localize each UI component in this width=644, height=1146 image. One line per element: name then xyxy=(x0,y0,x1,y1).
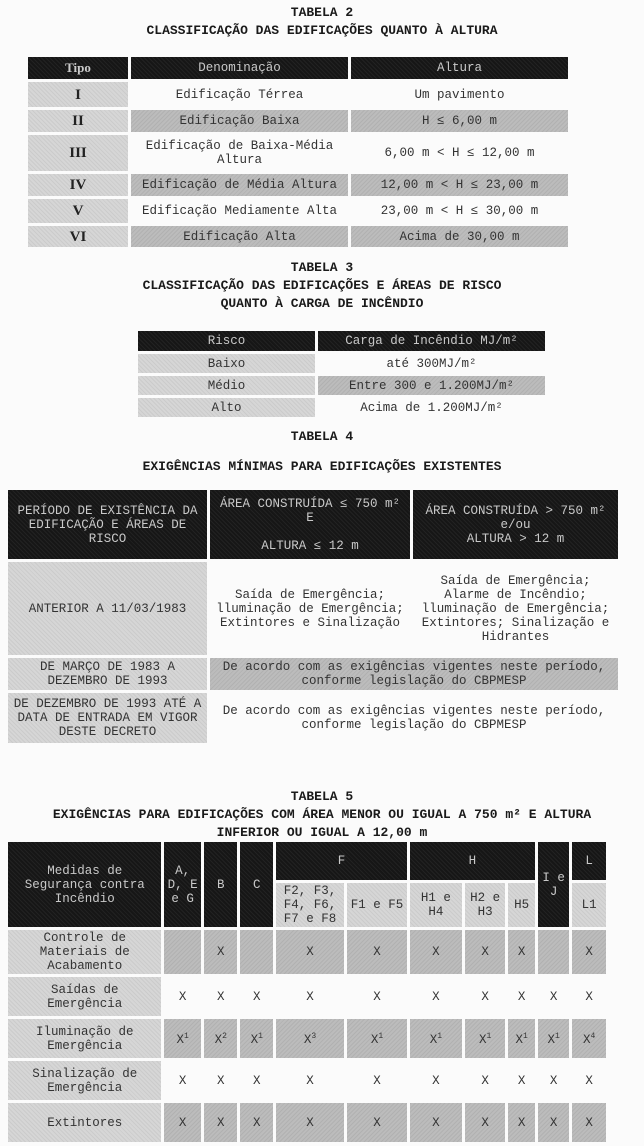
requirement-cell xyxy=(508,1019,534,1058)
requirement-mark: X xyxy=(303,1033,312,1048)
requirement-cell xyxy=(276,1103,344,1142)
requirement-cell xyxy=(347,930,407,974)
tabela5-title-line: INFERIOR OU IGUAL A 12,00 m xyxy=(216,825,428,840)
tipo-cell: IV xyxy=(28,174,128,196)
tipo-cell: VI xyxy=(28,226,128,247)
tipo-cell: I xyxy=(28,82,128,107)
column-subheader: L1 xyxy=(572,883,606,927)
requirement-cell xyxy=(538,977,569,1016)
exigencias-cell: Saída de Emergência; Alarme de Incêndio; lluminação de Emergência; Extintores; Sinalização e Hidrantes xyxy=(421,573,610,644)
requirement-mark: X xyxy=(549,1073,558,1088)
tabela5-table xyxy=(5,839,609,1145)
carga-cell: até 300MJ/m² xyxy=(386,356,477,371)
tipo-cell: II xyxy=(28,110,128,132)
medida-label: Extintores xyxy=(8,1103,161,1142)
requirement-mark: X xyxy=(306,1073,314,1088)
denominacao-cell: Edificação de Média Altura xyxy=(131,174,348,196)
altura-cell: Um pavimento xyxy=(414,87,505,102)
requirement-cell xyxy=(572,1103,606,1142)
altura-cell: 6,00 m < H ≤ 12,00 m xyxy=(384,146,535,160)
requirement-mark: X xyxy=(306,945,314,959)
requirement-cell xyxy=(572,930,606,974)
requirement-cell xyxy=(204,930,238,974)
requirement-mark: X xyxy=(585,1115,593,1130)
risco-cell: Baixo xyxy=(138,354,315,373)
table-row xyxy=(28,174,568,196)
requirement-mark: X xyxy=(515,1033,523,1048)
table-row xyxy=(28,110,568,132)
requirement-cell xyxy=(240,1061,273,1100)
requirement-mark: X xyxy=(252,989,261,1004)
tabela3-table xyxy=(135,328,548,420)
requirement-cell xyxy=(465,1103,506,1142)
requirement-cell xyxy=(508,930,534,974)
column-subheader: H5 xyxy=(508,883,534,927)
requirement-cell xyxy=(572,1019,606,1058)
medida-label: Iluminação de Emergência xyxy=(8,1019,161,1058)
requirement-mark: X xyxy=(481,989,489,1004)
column-header: Denominação xyxy=(131,57,348,79)
tabela4-label: TABELA 4 xyxy=(290,429,354,444)
footnote-ref: 1 xyxy=(486,1031,492,1041)
requirement-cell xyxy=(410,930,462,974)
requirement-cell xyxy=(347,1019,407,1058)
altura-cell: Acima de 30,00 m xyxy=(351,226,568,247)
footnote-ref: 3 xyxy=(311,1031,317,1041)
tabela4-title: EXIGÊNCIAS MÍNIMAS PARA EDIFICAÇÕES EXISTENTES xyxy=(142,459,502,474)
requirement-cell xyxy=(508,977,534,1016)
footnote-ref: 2 xyxy=(222,1031,227,1041)
altura-cell: H ≤ 6,00 m xyxy=(351,110,568,132)
requirement-mark: X xyxy=(432,989,440,1004)
table-row xyxy=(138,398,545,417)
requirement-mark: X xyxy=(517,1073,526,1088)
requirement-cell xyxy=(240,1019,273,1058)
requirement-mark: X xyxy=(432,1115,440,1130)
footnote-ref: 4 xyxy=(590,1031,596,1041)
requirement-cell xyxy=(465,1061,506,1100)
requirement-mark: X xyxy=(583,1033,591,1048)
denominacao-cell: Edificação Mediamente Alta xyxy=(141,204,338,218)
requirement-cell xyxy=(276,977,344,1016)
carga-cell: Acima de 1.200MJ/m² xyxy=(360,400,503,415)
tabela3-heading xyxy=(0,259,644,313)
periodo-cell: DE DEZEMBRO DE 1993 ATÉ A DATA DE ENTRADA EM VIGOR DESTE DECRETO xyxy=(8,693,207,743)
footnote-ref: 1 xyxy=(258,1031,263,1041)
requirement-mark: X xyxy=(176,1033,185,1048)
requirement-cell xyxy=(347,977,407,1016)
requirement-mark: X xyxy=(250,1033,259,1048)
table-row xyxy=(8,693,618,743)
denominacao-cell: Edificação Baixa xyxy=(131,110,348,132)
footnote-ref: 1 xyxy=(184,1031,189,1041)
exigencias-cell: De acordo com as exigências vigentes neste período, conforme legislação do CBPMESP xyxy=(210,658,618,690)
table-row xyxy=(138,376,545,395)
table-row xyxy=(138,354,545,373)
table-row xyxy=(28,199,568,223)
requirement-mark: X xyxy=(214,1033,223,1048)
requirement-mark: X xyxy=(585,989,593,1004)
requirement-mark: X xyxy=(178,1115,187,1130)
requirement-mark: X xyxy=(306,989,314,1004)
denominacao-cell: Edificação Alta xyxy=(131,226,348,247)
requirement-mark: X xyxy=(481,1115,489,1130)
requirement-mark: X xyxy=(517,1115,526,1130)
requirement-cell xyxy=(204,977,238,1016)
requirement-cell xyxy=(465,1019,506,1058)
requirement-mark: X xyxy=(373,1073,381,1088)
requirement-mark: X xyxy=(216,945,225,959)
tipo-cell: V xyxy=(28,199,128,223)
column-subheader: F2, F3, F4, F6, F7 e F8 xyxy=(276,883,344,927)
requirement-cell xyxy=(572,977,606,1016)
requirement-mark: X xyxy=(549,1115,558,1130)
requirement-cell xyxy=(410,977,462,1016)
medida-label: Controle de Materiais de Acabamento xyxy=(8,930,161,974)
medida-label: Saídas de Emergência xyxy=(8,977,161,1016)
column-header: Risco xyxy=(138,331,315,351)
requirement-cell xyxy=(410,1103,462,1142)
requirement-mark: X xyxy=(370,1033,379,1048)
column-header: Tipo xyxy=(28,57,128,79)
requirement-mark: X xyxy=(481,1073,489,1088)
requirement-cell xyxy=(276,1019,344,1058)
requirement-cell xyxy=(164,977,201,1016)
column-header: ÁREA CONSTRUÍDA > 750 m² e/ou ALTURA > 12 m xyxy=(413,490,618,559)
altura-cell: 12,00 m < H ≤ 23,00 m xyxy=(351,174,568,196)
requirement-cell xyxy=(508,1061,534,1100)
tabela2-heading xyxy=(0,4,644,40)
tabela5-label: TABELA 5 xyxy=(290,789,354,804)
column-header: Carga de Incêndio MJ/m² xyxy=(318,331,545,351)
column-header: ÁREA CONSTRUÍDA ≤ 750 m² E ALTURA ≤ 12 m xyxy=(210,490,410,559)
carga-cell: Entre 300 e 1.200MJ/m² xyxy=(318,376,545,395)
column-header-group: F xyxy=(276,842,407,880)
footnote-ref: 1 xyxy=(523,1031,528,1041)
tabela2-title: CLASSIFICAÇÃO DAS EDIFICAÇÕES QUANTO À ALTURA xyxy=(146,23,498,38)
requirement-cell xyxy=(204,1061,238,1100)
requirement-mark: X xyxy=(517,989,526,1004)
requirement-cell xyxy=(164,1061,201,1100)
requirement-cell xyxy=(164,1019,201,1058)
requirement-cell xyxy=(508,1103,534,1142)
periodo-cell: DE MARÇO DE 1983 A DEZEMBRO DE 1993 xyxy=(8,658,207,690)
table-row xyxy=(28,82,568,107)
requirement-cell xyxy=(276,1061,344,1100)
requirement-mark: X xyxy=(373,1115,381,1130)
tabela2-label: TABELA 2 xyxy=(290,5,354,20)
tipo-cell: III xyxy=(28,135,128,171)
requirement-cell xyxy=(465,977,506,1016)
requirement-mark: X xyxy=(429,1033,438,1048)
requirement-cell xyxy=(347,1103,407,1142)
footnote-ref: 1 xyxy=(437,1031,443,1041)
column-header: I e J xyxy=(538,842,569,927)
table-row xyxy=(8,1103,606,1142)
table-row xyxy=(8,658,618,690)
requirement-mark: X xyxy=(216,1073,225,1088)
column-header-group: H xyxy=(410,842,535,880)
requirement-mark: X xyxy=(216,1115,225,1130)
requirement-mark: X xyxy=(178,989,187,1004)
requirement-mark: X xyxy=(547,1033,555,1048)
column-header: A, D, E e G xyxy=(164,842,201,927)
column-subheader: H2 e H3 xyxy=(465,883,506,927)
requirement-cell xyxy=(410,1061,462,1100)
requirement-mark: X xyxy=(373,989,381,1004)
risco-cell: Médio xyxy=(138,376,315,395)
requirement-cell xyxy=(538,930,569,974)
table-row xyxy=(28,226,568,247)
requirement-mark: X xyxy=(549,989,558,1004)
tabela5-title-line: EXIGÊNCIAS PARA EDIFICAÇÕES COM ÁREA MENOR OU IGUAL A 750 m² E ALTURA xyxy=(52,807,592,822)
requirement-mark: X xyxy=(306,1115,314,1130)
requirement-cell xyxy=(347,1061,407,1100)
requirement-cell xyxy=(204,1103,238,1142)
requirement-cell xyxy=(538,1061,569,1100)
requirement-mark: X xyxy=(585,945,593,959)
tabela5-heading xyxy=(0,788,644,842)
requirement-mark: X xyxy=(178,1073,187,1088)
requirement-cell xyxy=(204,1019,238,1058)
header-row xyxy=(138,331,545,351)
tabela3-label: TABELA 3 xyxy=(290,260,354,275)
requirement-mark: X xyxy=(432,1073,440,1088)
column-header: C xyxy=(240,842,273,927)
risco-cell: Alto xyxy=(138,398,315,417)
requirement-mark: X xyxy=(517,945,526,959)
table-row xyxy=(8,930,606,974)
tabela3-title-line: CLASSIFICAÇÃO DAS EDIFICAÇÕES E ÁREAS DE RISCO xyxy=(142,278,502,293)
table-row xyxy=(8,977,606,1016)
requirement-cell xyxy=(410,1019,462,1058)
column-subheader: H1 e H4 xyxy=(410,883,462,927)
header-row xyxy=(8,490,618,559)
requirement-cell xyxy=(240,930,273,974)
requirement-cell xyxy=(164,930,201,974)
requirement-mark: X xyxy=(216,989,225,1004)
requirement-mark: X xyxy=(478,1033,487,1048)
requirement-cell xyxy=(538,1103,569,1142)
requirement-mark: X xyxy=(252,1115,261,1130)
altura-cell: 23,00 m < H ≤ 30,00 m xyxy=(380,204,539,218)
requirement-cell xyxy=(465,930,506,974)
denominacao-cell: Edificação de Baixa-Média Altura xyxy=(145,139,334,167)
requirement-mark: X xyxy=(585,1073,593,1088)
column-header: Altura xyxy=(351,57,568,79)
requirement-mark: X xyxy=(432,945,440,959)
requirement-cell xyxy=(164,1103,201,1142)
requirement-mark: X xyxy=(373,945,381,959)
tabela4-table xyxy=(5,487,621,746)
header-row xyxy=(8,842,606,880)
requirement-cell xyxy=(240,977,273,1016)
column-subheader: F1 e F5 xyxy=(347,883,407,927)
requirement-cell xyxy=(572,1061,606,1100)
medida-label: Sinalização de Emergência xyxy=(8,1061,161,1100)
column-header-medidas: Medidas de Segurança contra Incêndio xyxy=(8,842,161,927)
requirement-cell xyxy=(538,1019,569,1058)
column-header: B xyxy=(204,842,238,927)
requirement-cell xyxy=(240,1103,273,1142)
exigencias-cell: De acordo com as exigências vigentes neste período, conforme legislação do CBPMESP xyxy=(222,704,606,732)
requirement-cell xyxy=(276,930,344,974)
requirement-mark: X xyxy=(481,945,489,959)
tabela2-table xyxy=(25,54,571,250)
footnote-ref: 1 xyxy=(378,1031,384,1041)
exigencias-cell: Saída de Emergência; lluminação de Emergência; Extintores e Sinalização xyxy=(216,587,404,630)
table-row xyxy=(8,562,618,655)
periodo-cell: ANTERIOR A 11/03/1983 xyxy=(8,562,207,655)
table-row xyxy=(8,1061,606,1100)
table-row xyxy=(28,135,568,171)
column-header: PERÍODO DE EXISTÊNCIA DA EDIFICAÇÃO E ÁREAS DE RISCO xyxy=(8,490,207,559)
requirement-mark: X xyxy=(252,1073,261,1088)
column-header-group: L xyxy=(572,842,606,880)
denominacao-cell: Edificação Térrea xyxy=(175,87,304,102)
footnote-ref: 1 xyxy=(554,1031,560,1041)
tabela3-title-line: QUANTO À CARGA DE INCÊNDIO xyxy=(220,296,424,311)
table-row xyxy=(8,1019,606,1058)
header-row xyxy=(28,57,568,79)
